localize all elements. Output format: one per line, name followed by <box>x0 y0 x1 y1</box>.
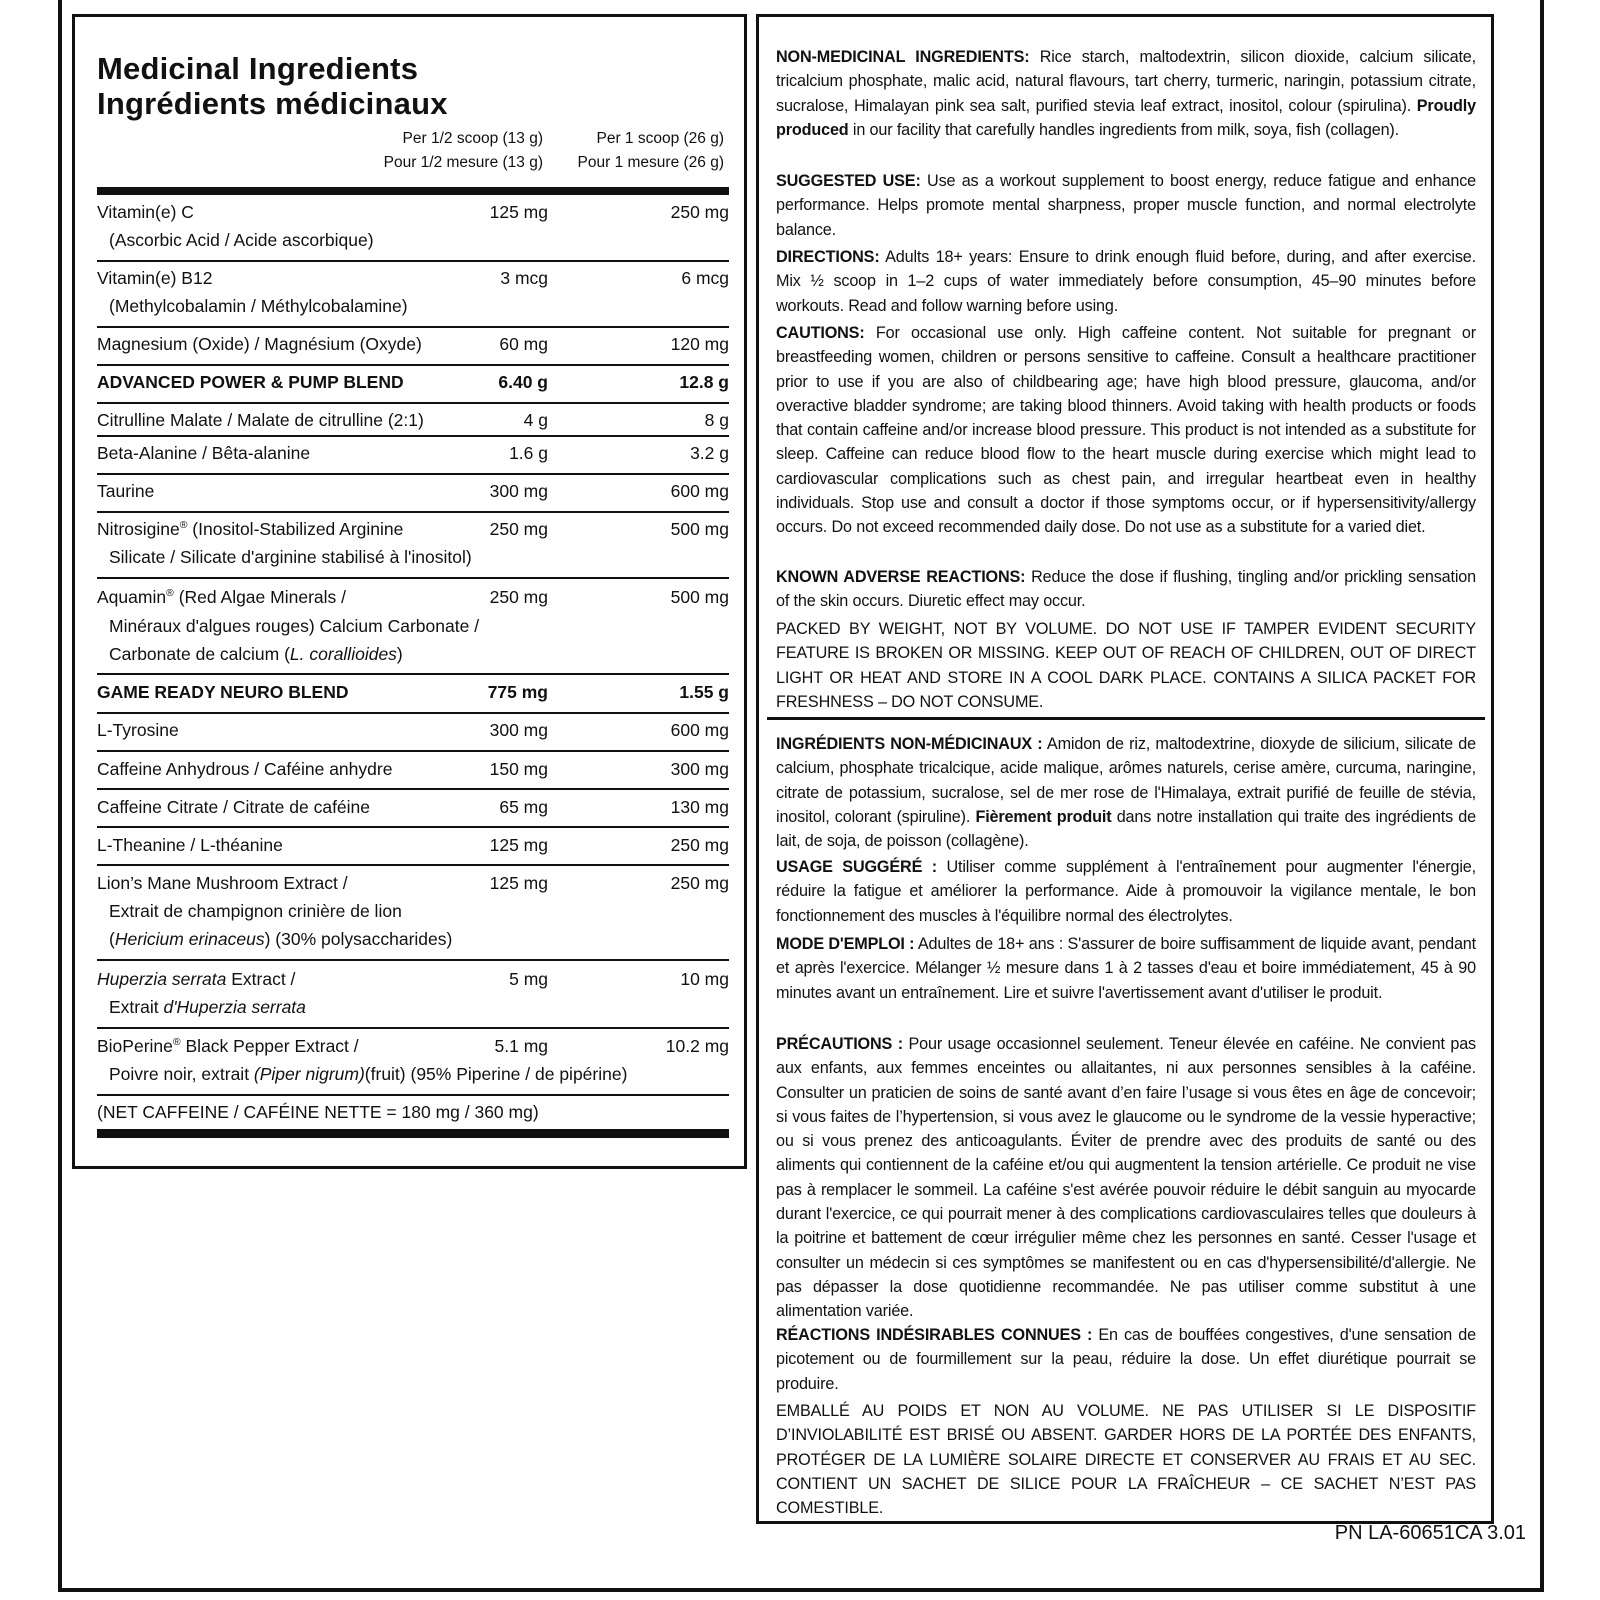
row-divider <box>97 673 729 675</box>
row-divider <box>97 750 729 752</box>
row-divider <box>97 577 729 579</box>
ingredient-name: Nitrosigine® (Inositol-Stabilized Arginine <box>97 519 404 539</box>
row-divider <box>97 959 729 961</box>
non-medicinal-ingredients-fr: INGRÉDIENTS NON-MÉDICINAUX : Amidon de riz, maltodextrine, dioxyde de silicium, silicate de calcium, phosphate tricalcique, acide malique, arômes naturels, cerise amère, curcuma, naringine, citrate de potassium, sucralose, sel de mer rose de l'Himalaya, extrait purifié de feuille de stévia, inositol, colorant (spiruline). Fièrement produit dans notre installation qui traite des ingrédients de lait, de soja, de poisson (collagène). <box>776 735 1476 851</box>
amount-half: 300 mg <box>489 720 548 740</box>
amount-half: 4 g <box>523 410 548 430</box>
row-divider <box>97 712 729 714</box>
column-header-full-scoop: Per 1 scoop (26 g) Pour 1 mesure (26 g) <box>577 130 724 171</box>
amount-half: 1.6 g <box>509 443 548 463</box>
ingredient-name: Citrulline Malate / Malate de citrulline (2:1) <box>97 410 424 430</box>
amount-full: 250 mg <box>670 202 729 222</box>
suggested-use-fr: USAGE SUGGÉRÉ : Utiliser comme supplément à l'entraînement pour augmenter l'énergie, réduire la fatigue et améliorer la performance. Aide à promouvoir la vigilance mentale, le bon fonctionnement des muscles à l'équilibre normal des électrolytes. <box>776 858 1476 925</box>
table-row <box>97 583 729 667</box>
table-row <box>97 198 729 254</box>
panel-title <box>97 51 448 121</box>
row-divider <box>97 473 729 475</box>
part-number: PN LA-60651CA 3.01 <box>1334 1522 1526 1544</box>
amount-half: 65 mg <box>499 797 548 817</box>
amount-full: 120 mg <box>670 334 729 354</box>
row-divider <box>97 864 729 866</box>
column-header-half-scoop: Per 1/2 scoop (13 g) Pour 1/2 mesure (13 g) <box>383 130 543 171</box>
language-divider <box>767 717 1485 720</box>
row-divider <box>97 435 729 437</box>
label-text-panel <box>756 14 1494 1524</box>
amount-half: 3 mcg <box>500 268 548 288</box>
packing-notice-en: PACKED BY WEIGHT, NOT BY VOLUME. DO NOT USE IF TAMPER EVIDENT SECURITY FEATURE IS BROKEN OR MISSING. KEEP OUT OF REACH OF CHILDREN, OUT OF DIRECT LIGHT OR HEAT AND STORE IN A COOL DARK PLACE. CONTAINS A SILICA PACKET FOR FRESHNESS – DO NOT CONSUME. <box>776 620 1476 711</box>
cautions-fr: PRÉCAUTIONS : Pour usage occasionnel seulement. Teneur élevée en caféine. Ne convient pas aux enfants, aux femmes enceintes ou allaitantes, ni aux personnes sensibles à la caféine. Consulter un praticien de soins de santé avant d’en faire l’usage si vous êtes en âge de concevoir; si vous faites de l’hypertension, si vous avez le glaucome ou le syndrome de la vessie hyperactive; ou si vous prenez des anticoagulants. Éviter de prendre avec des produits de santé ou des aliments qui contiennent de la caféine et/ou qui augmentent la tension artérielle. Ce produit ne vise pas à remplacer le sommeil. La caféine s'est avérée pouvoir réduire le débit sanguin au myocarde durant l'exercice, ce qui pourrait mener à des complications cardiovasculaires telles que douleurs à la poitrine et battement de cœur irrégulier même chez les personnes en santé. Cesser l'usage et consulter un médecin si ces symptômes se manifestent ou en cas d'hypersensibilité/d'allergie. Ne pas dépasser la dose quotidienne recommandée. Ne pas utiliser comme substitut à une alimentation variée. <box>776 1035 1476 1321</box>
header-rule <box>97 187 729 195</box>
cautions-en: CAUTIONS: For occasional use only. High caffeine content. Not suitable for pregnant or breastfeeding women, children or persons sensitive to caffeine. Consult a healthcare practitioner prior to use if you are also of childbearing age; have high blood pressure, glaucoma, and/or overactive bladder syndrome; are taking blood thinners. Avoid taking with health products or foods that contain caffeine and/or increase blood pressure. This product is not intended as a substitute for sleep. Caffeine can reduce blood flow to the heart muscle during exercise which might lead to cardiovascular complications such as chest pain, and irregular heartbeat even in healthy individuals. Stop use and consult a doctor if those symptoms occur, or if hypersensitivity/allergy occurs. Do not exceed recommended daily dose. Do not use as a substitute for a varied diet. <box>776 324 1476 537</box>
ingredient-source: (Methylcobalamin / Méthylcobalamine) <box>109 296 408 316</box>
ingredient-name: Magnesium (Oxide) / Magnésium (Oxyde) <box>97 334 422 354</box>
ingredient-name: Caffeine Citrate / Citrate de caféine <box>97 797 371 817</box>
adverse-reactions-en: KNOWN ADVERSE REACTIONS: Reduce the dose if flushing, tingling and/or prickling sensation of the skin occurs. Diuretic effect may occur. <box>776 568 1476 611</box>
table-row <box>97 515 729 571</box>
ingredient-source: (Ascorbic Acid / Acide ascorbique) <box>109 230 374 250</box>
row-divider <box>97 1027 729 1029</box>
row-divider <box>97 260 729 262</box>
table-row <box>97 869 729 953</box>
amount-full: 1.55 g <box>679 682 729 702</box>
ingredient-source: Extrait de champignon crinière de lion <box>109 901 402 921</box>
amount-half: 125 mg <box>489 873 548 893</box>
ingredient-source: (Hericium erinaceus) (30% polysaccharides) <box>109 929 453 949</box>
ingredient-name: Huperzia serrata Extract / <box>97 969 296 989</box>
amount-full: 10.2 mg <box>665 1036 729 1056</box>
amount-half: 150 mg <box>489 759 548 779</box>
blend-name: ADVANCED POWER & PUMP BLEND <box>97 372 404 392</box>
ingredient-name: Taurine <box>97 481 155 501</box>
ingredient-source: Extrait d'Huperzia serrata <box>109 997 306 1017</box>
ingredient-name: BioPerine® Black Pepper Extract / <box>97 1036 359 1056</box>
amount-full: 12.8 g <box>679 372 729 392</box>
amount-full: 130 mg <box>670 797 729 817</box>
row-divider <box>97 1094 729 1096</box>
ingredient-source: Minéraux d'algues rouges) Calcium Carbonate / <box>109 616 480 636</box>
table-row <box>97 264 729 320</box>
amount-half: 5 mg <box>509 969 548 989</box>
packing-notice-fr: EMBALLÉ AU POIDS ET NON AU VOLUME. NE PAS UTILISER SI LE DISPOSITIF D’INVIOLABILITÉ EST BRISÉ OU ABSENT. GARDER HORS DE LA PORTÉE DES ENFANTS, PROTÉGER DE LA LUMIÈRE SOLAIRE DIRECTE ET CONSERVER AU FRAIS ET AU SEC. CONTIENT UN SACHET DE SILICE POUR LA FRAÎCHEUR – CE SACHET N’EST PAS COMESTIBLE. <box>776 1402 1476 1518</box>
ingredient-source: Carbonate de calcium (L. corallioides) <box>109 644 403 664</box>
amount-full: 250 mg <box>670 873 729 893</box>
amount-half: 125 mg <box>489 202 548 222</box>
medicinal-ingredients-panel <box>72 14 747 1169</box>
row-divider <box>97 788 729 790</box>
ingredient-name: Beta-Alanine / Bêta-alanine <box>97 443 311 463</box>
amount-full: 10 mg <box>680 969 729 989</box>
amount-full: 6 mcg <box>681 268 729 288</box>
amount-full: 600 mg <box>670 720 729 740</box>
ingredient-source: Poivre noir, extrait (Piper nigrum)(fruit) (95% Piperine / de pipérine) <box>109 1064 628 1084</box>
amount-half: 250 mg <box>489 519 548 539</box>
suggested-use-en: SUGGESTED USE: Use as a workout supplement to boost energy, reduce fatigue and enhance performance. Helps promote mental sharpness, proper muscle function, and normal electrolyte balance. <box>776 172 1477 239</box>
amount-full: 500 mg <box>670 587 729 607</box>
amount-half: 300 mg <box>489 481 548 501</box>
amount-half: 5.1 mg <box>494 1036 548 1056</box>
ingredient-name: Lion’s Mane Mushroom Extract / <box>97 873 348 893</box>
row-divider <box>97 326 729 328</box>
non-medicinal-ingredients-en: NON-MEDICINAL INGREDIENTS: Rice starch, maltodextrin, silicon dioxide, calcium silicate, tricalcium phosphate, malic acid, natural flavours, tart cherry, turmeric, naringin, potassium citrate, sucralose, Himalayan pink sea salt, purified stevia leaf extract, inositol, colour (spirulina). Proudly produced in our facility that carefully handles ingredients from milk, soya, fish (collagen). <box>776 48 1477 139</box>
row-divider <box>97 826 729 828</box>
net-caffeine-note: (NET CAFFEINE / CAFÉINE NETTE = 180 mg / 360 mg) <box>97 1102 539 1122</box>
ingredient-name: Vitamin(e) B12 <box>97 268 213 288</box>
directions-fr: MODE D'EMPLOI : Adultes de 18+ ans : S'assurer de boire suffisamment de liquide avant, pendant et après l'exercice. Mélanger ½ mesure dans 1 à 2 tasses d'eau et boire immédiatement, 45 à 90 minutes avant un entraînement. Lire et suivre l'avertissement avant d'utiliser le produit. <box>776 935 1476 1002</box>
amount-half: 775 mg <box>487 682 548 702</box>
ingredient-name: Vitamin(e) C <box>97 202 194 222</box>
row-divider <box>97 364 729 366</box>
amount-half: 125 mg <box>489 835 548 855</box>
adverse-reactions-fr: RÉACTIONS INDÉSIRABLES CONNUES : En cas de bouffées congestives, d'une sensation de picotement ou de fourmillement sur la peau, réduire la dose. Un effet diurétique pourrait se produire. <box>776 1326 1476 1393</box>
blend-name: GAME READY NEURO BLEND <box>97 682 349 702</box>
amount-full: 3.2 g <box>690 443 729 463</box>
ingredient-name: L-Theanine / L-théanine <box>97 835 283 855</box>
amount-half: 250 mg <box>489 587 548 607</box>
amount-full: 500 mg <box>670 519 729 539</box>
ingredient-name: Caffeine Anhydrous / Caféine anhydre <box>97 759 393 779</box>
table-row <box>97 965 729 1021</box>
ingredient-source: Silicate / Silicate d'arginine stabilisé à l'inositol) <box>109 547 472 567</box>
footer-rule <box>97 1129 729 1138</box>
amount-full: 600 mg <box>670 481 729 501</box>
directions-en: DIRECTIONS: Adults 18+ years: Ensure to drink enough fluid before, during, and after exercise. Mix ½ scoop in 1–2 cups of water immediately before consumption, 45–90 minutes before workouts. Read and follow warning before using. <box>776 248 1476 315</box>
title-en: Medicinal Ingredients <box>97 51 419 86</box>
amount-half: 60 mg <box>499 334 548 354</box>
ingredient-name: L-Tyrosine <box>97 720 179 740</box>
amount-half: 6.40 g <box>498 372 548 392</box>
title-fr: Ingrédients médicinaux <box>97 86 448 121</box>
amount-full: 300 mg <box>670 759 729 779</box>
amount-full: 8 g <box>704 410 729 430</box>
row-divider <box>97 511 729 513</box>
row-divider <box>97 402 729 404</box>
amount-full: 250 mg <box>670 835 729 855</box>
table-row <box>97 1032 729 1088</box>
ingredient-name: Aquamin® (Red Algae Minerals / <box>97 587 346 607</box>
